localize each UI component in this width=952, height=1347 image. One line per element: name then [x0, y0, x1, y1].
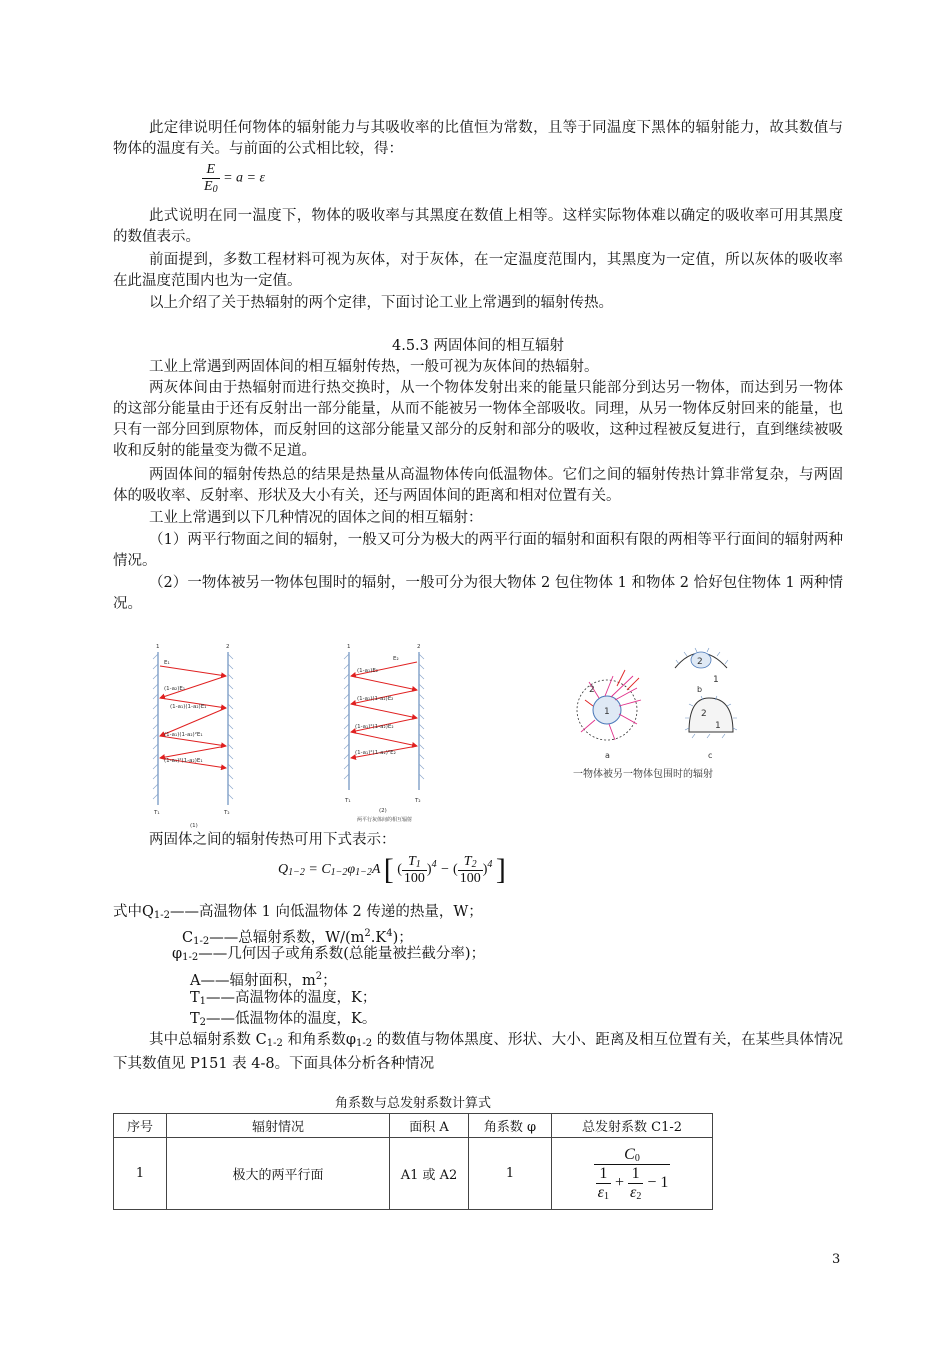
- fig3-c-two: 2: [701, 709, 707, 719]
- den-plus: +: [614, 1173, 624, 1191]
- fig3-a-label: a: [605, 751, 610, 760]
- def-t2-text: ——低温物体的温度，K。: [206, 1011, 377, 1027]
- cell-area: A1 或 A2: [390, 1138, 469, 1210]
- figure-parallel-plates-2: [335, 640, 445, 828]
- def-t1-text: ——高温物体的温度，K；: [206, 990, 377, 1006]
- formula-emissivity: [202, 162, 265, 195]
- ray-arrows: [160, 666, 226, 768]
- def-c-sym: C: [182, 930, 194, 946]
- t2-sub: 2: [471, 858, 477, 870]
- page-number: 3: [832, 1252, 841, 1267]
- th-c12: 总发射系数 C1-2: [552, 1114, 713, 1138]
- def-q-text: ——高温物体 1 向低温物体 2 传递的热量，W；: [170, 904, 483, 920]
- cell-c12: [552, 1138, 713, 1210]
- fig3-part-c: [685, 696, 737, 760]
- formula-c: = C: [308, 862, 331, 878]
- fig2-r4: (1-a₁)²(1-a₂)²E₂: [355, 750, 396, 756]
- def-t1-sym: T: [190, 990, 200, 1006]
- t1-den: 100: [403, 870, 425, 886]
- c0-sym: C: [624, 1145, 635, 1163]
- inv-eps1: [596, 1165, 611, 1202]
- def-phi: [172, 944, 772, 968]
- bracket-right: ]: [495, 853, 506, 886]
- eps2-sub: 2: [636, 1190, 642, 1202]
- fig1-r1: (1-a₂)E₁: [164, 686, 186, 692]
- fig3-caption: 一物体被另一物体包围时的辐射: [573, 769, 713, 780]
- def-c-sup4: 4: [386, 928, 393, 939]
- t1-sub: 1: [415, 858, 421, 870]
- t2-num: [458, 854, 483, 871]
- formula-phi-sub: 1−2: [355, 867, 372, 879]
- fig2-label-2: 2: [417, 644, 421, 650]
- fig3-b-label: b: [697, 685, 703, 694]
- fig3-b-two: 2: [697, 657, 703, 667]
- fig2-caption: (2): [379, 808, 387, 814]
- den-minus-one: − 1: [647, 1173, 669, 1191]
- def-c-end: )；: [392, 930, 413, 946]
- fig2-r1: (1-a₁)E₂: [357, 668, 379, 674]
- inv-eps2-den: [628, 1184, 643, 1202]
- table-header-row: [114, 1114, 713, 1138]
- def-c-text: ——总辐射系数，W/(m: [209, 930, 365, 946]
- paragraph-6: 两灰体间由于热辐射而进行热交换时，从一个物体发射出来的能量只能部分到达另一物体，而达到另一物体的这部分能量由于还有反射出一部分能量，从而不能被另一物体全部吸收。同理，从另一物体反射回来的能量，也只有一部分回到原物体，而反射回的这部分能量又部分的反射和部分的吸收，这种过程被反复进行，直到继续被吸收和反射的能量变为微不足道。: [113, 380, 843, 459]
- p12-b: 和角系数φ: [282, 1032, 357, 1048]
- p12-a: 其中总辐射系数 C: [149, 1032, 267, 1048]
- paren: (: [397, 862, 402, 878]
- fig3-c-one: 1: [715, 721, 721, 731]
- inv-eps1-den: [596, 1184, 611, 1202]
- formula-denominator: [202, 179, 220, 195]
- formula-q: Q: [278, 862, 289, 878]
- inv-eps2: [628, 1165, 643, 1202]
- den-subscript: 0: [212, 184, 218, 195]
- fig2-e2: E₂: [393, 656, 399, 662]
- fig3-a-one: 1: [604, 707, 610, 717]
- angle-factor-table: [113, 1113, 713, 1210]
- c12-formula: [594, 1146, 671, 1202]
- cell-phi: 1: [469, 1138, 552, 1210]
- paragraph-10: （2）一物体被另一物体包围时的辐射，一般可分为很大物体 2 包住物体 1 和物体 2 恰好包住物体 1 两种情况。: [113, 575, 843, 612]
- fig1-e1: E₁: [164, 660, 170, 666]
- def-a-end: ；: [322, 973, 337, 989]
- fig2-t1: T₁: [345, 798, 351, 804]
- fig2-t2: T₂: [415, 798, 421, 804]
- eps1-sym: ε: [597, 1183, 604, 1201]
- fig3-part-a: [577, 670, 641, 760]
- frac-t1: [402, 854, 427, 887]
- th-phi: 角系数 φ: [469, 1114, 552, 1138]
- c12-num: [594, 1146, 671, 1165]
- formula-rhs: = a = ε: [223, 170, 265, 186]
- p12-c: 的数值与物体黑度、形状、大小、距离及相互位置有关，在某些具体情况下其数值见 P151 表 4-8。下面具体分析各种情况: [113, 1032, 844, 1072]
- def-intro: 式中Q: [113, 904, 154, 920]
- def-a-text: A——辐射面积，m: [190, 973, 316, 989]
- formula-phi: φ: [347, 862, 356, 878]
- inv-eps1-num: 1: [596, 1165, 611, 1184]
- paragraph-9: （1）两平行物面之间的辐射，一般又可分为极大的两平行面的辐射和面积有限的两相等平行面间的辐射两种情况。: [113, 532, 843, 569]
- formula-q-sub: 1−2: [288, 867, 305, 879]
- c0-sub: 0: [634, 1152, 640, 1164]
- t2-sym: T: [463, 853, 472, 869]
- c12-den: [594, 1165, 671, 1202]
- table-title: 角系数与总发射系数计算式: [334, 1096, 491, 1111]
- fig1-r2: (1-a₁)(1-a₂)E₁: [170, 704, 207, 710]
- cell-case: 极大的两平行面: [167, 1138, 390, 1210]
- formula-heat-transfer: $Q_{1-2} = C_{1-2}\varphi_{1-2}A$ [ ( $\frac{T_1}{100}$ )$^4$ − ( $\frac{T_2}{100}$ )$^4$ ]: [278, 853, 506, 886]
- fig2-r3: (1-a₁)²(1-a₂)E₂: [355, 724, 394, 730]
- fig3-part-b: [675, 648, 728, 694]
- fig2-r2: (1-a₁)(1-a₂)E₂: [357, 696, 394, 702]
- th-case: 辐射情况: [167, 1114, 390, 1138]
- def-phi-sym: φ: [172, 946, 183, 962]
- eps2-sym: ε: [630, 1183, 637, 1201]
- fig3-b-one: 1: [713, 675, 719, 685]
- def-c-unit: .K: [370, 930, 387, 946]
- cell-no: 1: [114, 1138, 167, 1210]
- paragraph-7: 两固体间的辐射传热总的结果是热量从高温物体传向低温物体。它们之间的辐射传热计算非常复杂，与两固体的吸收率、反射率、形状及大小有关，还与两固体间的距离和相对位置有关。: [113, 467, 843, 504]
- formula-c-sub: 1−2: [330, 867, 348, 879]
- formula-numerator: E: [202, 162, 220, 179]
- eps1-sub: 1: [603, 1190, 609, 1202]
- paragraph-8: 工业上常遇到以下几种情况的固体之间的相互辐射：: [149, 510, 483, 526]
- p12-c-sub: 1-2: [266, 1038, 283, 1049]
- den-symbol: E: [204, 179, 213, 194]
- fig1-caption: (1): [190, 823, 198, 828]
- paragraph-3: 前面提到，多数工程材料可视为灰体，对于灰体，在一定温度范围内，其黑度为一定值，所以灰体的吸收率在此温度范围内也为一定值。: [113, 252, 843, 289]
- fig1-r3: (1-a₁)(1-a₂)²E₁: [164, 732, 203, 738]
- ray-arrows: [351, 662, 417, 758]
- paragraph-5: 工业上常遇到两固体间的相互辐射传热，一般可视为灰体间的热辐射。: [149, 359, 599, 375]
- def-phi-text: ——几何因子或角系数(总能量被拦截分率)；: [198, 946, 486, 962]
- figure-enclosure: [565, 640, 765, 785]
- fig1-t1: T₁: [154, 810, 160, 816]
- def-c-sup2: 2: [364, 928, 371, 939]
- def-t1-sub: 1: [199, 996, 207, 1007]
- th-no: 序号: [114, 1114, 167, 1138]
- pow-2: 4: [487, 859, 493, 871]
- pow-1: 4: [431, 859, 437, 871]
- inv-eps2-num: 1: [628, 1165, 643, 1184]
- paragraph-1: 此定律说明任何物体的辐射能力与其吸收率的比值恒为常数，且等于同温度下黑体的辐射能力，故其数值与物体的温度有关。与前面的公式相比较，得：: [113, 120, 843, 157]
- def-t2-sub: 2: [199, 1017, 207, 1028]
- fig2-title: 两平行灰体间的相互辐射: [357, 817, 413, 823]
- def-t2-sym: T: [190, 1011, 200, 1027]
- paragraph-12: [113, 1030, 843, 1075]
- plate-hatching: [153, 654, 233, 799]
- paragraph-4: 以上介绍了关于热辐射的两个定律，下面讨论工业上常遇到的辐射传热。: [149, 295, 613, 311]
- t1-sym: T: [408, 853, 416, 869]
- section-heading: 4.5.3 两固体间的相互辐射: [391, 338, 564, 354]
- p12-phi-sub: 1-2: [356, 1038, 373, 1049]
- figure-parallel-plates-1: [150, 640, 250, 828]
- bracket-left: [: [383, 853, 394, 886]
- table-row: [114, 1138, 713, 1210]
- fig2-label-1: 1: [347, 644, 351, 650]
- formula-a: A: [371, 862, 381, 878]
- def-a-sup: 2: [315, 971, 323, 982]
- formula-fraction: [202, 162, 220, 195]
- fig1-t2: T₂: [224, 810, 230, 816]
- fig1-label-1: 1: [156, 644, 160, 650]
- frac-t2: [458, 854, 483, 887]
- th-area: 面积 A: [390, 1114, 469, 1138]
- formula-minus: −: [440, 862, 450, 878]
- def-phi-sub: 1-2: [182, 952, 199, 963]
- fig3-a-two: 2: [589, 685, 595, 695]
- fig1-label-2: 2: [226, 644, 230, 650]
- paragraph-2: 此式说明在同一温度下，物体的吸收率与其黑度在数值上相等。这样实际物体难以确定的吸收率可用其黑度的数值表示。: [113, 208, 843, 245]
- t2-den: 100: [459, 870, 481, 886]
- def-q-sub: 1-2: [153, 910, 170, 921]
- fig1-r4: (1-a₁)²(1-a₂)E₁: [164, 758, 203, 764]
- paragraph-11: 两固体之间的辐射传热可用下式表示：: [149, 832, 396, 848]
- def-c-sub: 1-2: [193, 936, 210, 947]
- t1-num: [402, 854, 427, 871]
- fig3-c-label: c: [708, 751, 713, 760]
